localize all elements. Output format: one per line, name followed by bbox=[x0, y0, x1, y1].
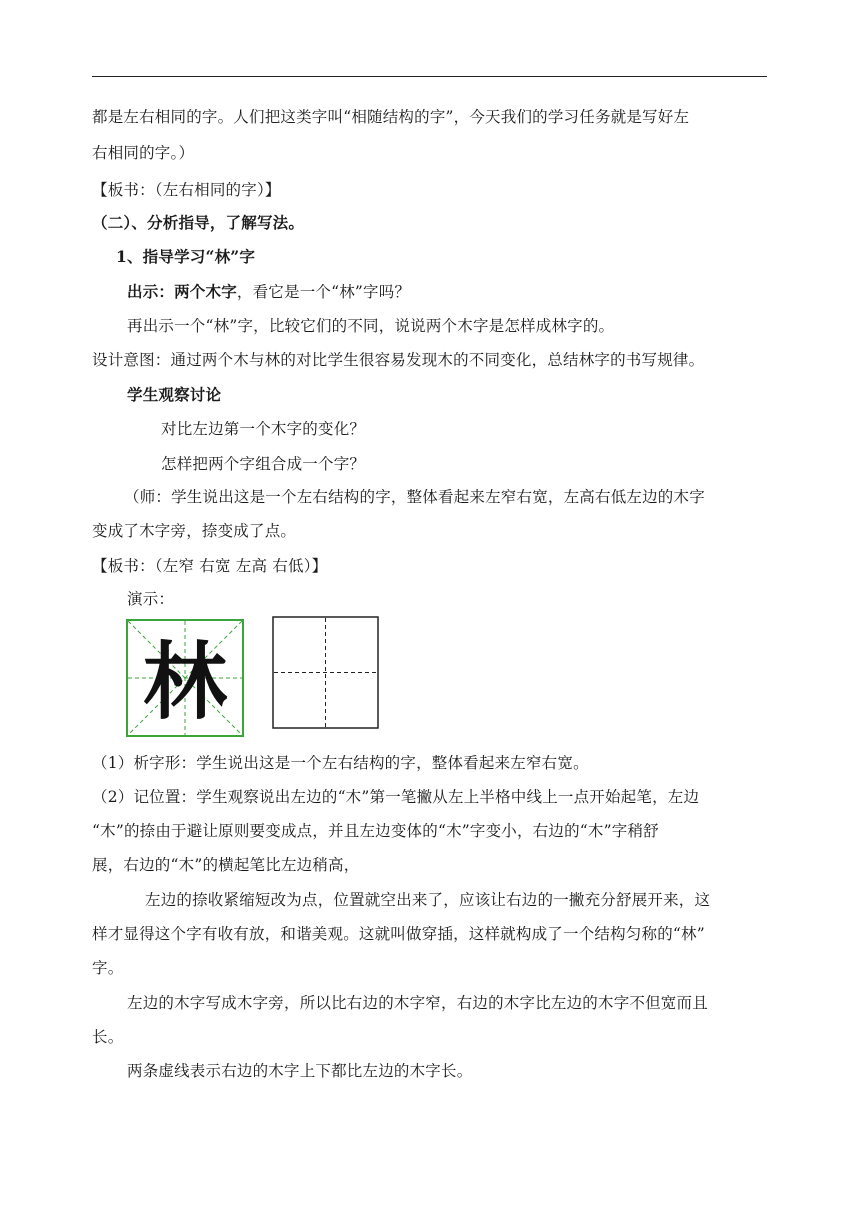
paragraph-line: （师：学生说出这是一个左右结构的字，整体看起来左窄右宽，左高右低左边的木字 bbox=[124, 488, 705, 506]
empty-practice-grid bbox=[272, 616, 379, 729]
position-line: （2）记位置：学生观察说出左边的“木”第一笔撇从左上半格中线上一点开始起笔，左边 bbox=[92, 788, 700, 806]
demo-label: 演示： bbox=[127, 590, 175, 608]
paragraph-line bbox=[127, 282, 410, 302]
paragraph-line: 两条虚线表示右边的木字上下都比左边的木字长。 bbox=[127, 1062, 473, 1080]
analysis-line: （1）析字形：学生说出这是一个左右结构的字，整体看起来左窄右宽。 bbox=[92, 754, 589, 772]
section-heading: （二）、分析指导，了解写法。 bbox=[92, 213, 305, 232]
character-grid bbox=[126, 619, 244, 737]
paragraph-line: 展，右边的“木”的横起笔比左边稍高， bbox=[92, 856, 360, 874]
question-line: 怎样把两个字组合成一个字？ bbox=[161, 455, 366, 473]
board-note: 【板书：（左右相同的字）】 bbox=[92, 181, 281, 199]
discussion-heading: 学生观察讨论 bbox=[127, 385, 222, 404]
subsection-heading: 1、指导学习“林”字 bbox=[116, 247, 256, 266]
design-intent: 设计意图：通过两个木与林的对比学生很容易发现木的不同变化，总结林字的书写规律。 bbox=[92, 351, 705, 369]
paragraph-line: 左边的捺收紧缩短改为点，位置就空出来了，应该让右边的一撇充分舒展开来，这 bbox=[145, 891, 711, 909]
paragraph-line: 再出示一个“林”字，比较它们的不同，说说两个木字是怎样成林字的。 bbox=[127, 317, 615, 335]
paragraph-line: “木”的捺由于避让原则要变成点，并且左边变体的“木”字变小，右边的“木”字稍舒 bbox=[92, 822, 659, 840]
paragraph-line: 样才显得这个字有收有放，和谐美观。这就叫做穿插，这样就构成了一个结构匀称的“林” bbox=[92, 925, 705, 943]
header-rule bbox=[92, 76, 767, 77]
paragraph-line: 左边的木字写成木字旁，所以比右边的木字窄，右边的木字比左边的木字不但宽而且 bbox=[127, 994, 708, 1012]
paragraph-line: 变成了木字旁，捺变成了点。 bbox=[92, 522, 297, 540]
paragraph-line: 右相同的字。） bbox=[92, 144, 195, 162]
bold-lead: 出示：两个木字 bbox=[127, 282, 237, 301]
demo-character: 林 bbox=[142, 632, 228, 731]
paragraph-line: 字。 bbox=[92, 959, 124, 977]
paragraph-line: 长。 bbox=[92, 1028, 124, 1046]
question-line: 对比左边第一个木字的变化？ bbox=[161, 420, 366, 438]
paragraph-line: 都是左右相同的字。人们把这类字叫“相随结构的字”，今天我们的学习任务就是写好左 bbox=[92, 108, 690, 126]
board-note: 【板书：（左窄 右宽 左高 右低）】 bbox=[92, 557, 328, 575]
lead-rest: ，看它是一个“林”字吗？ bbox=[236, 283, 411, 301]
